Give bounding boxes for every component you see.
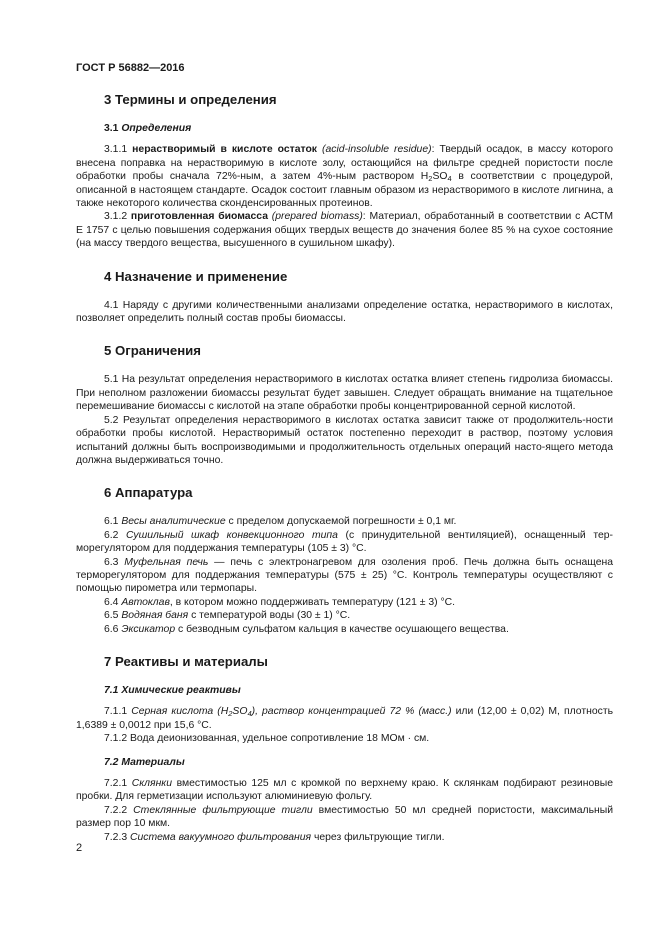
apparatus-name: Сушильный шкаф конвекционного типа [126, 529, 338, 541]
paragraph-3-1-1 [76, 143, 613, 210]
apparatus-name: Водяная баня [121, 610, 189, 622]
paragraph-6-1 [76, 515, 613, 528]
clause-number: 6.4 [104, 596, 119, 608]
paragraph-7-1-2: 7.1.2 Вода деионизованная, удельное сопротивление 18 МОм · см. [104, 733, 430, 745]
paragraph-7-1-1 [76, 705, 613, 732]
section-4-title: 4 Назначение и применение [104, 268, 288, 284]
clause-number: 7.2.1 [104, 778, 128, 789]
paragraph-6-3 [76, 556, 613, 596]
material-name: Стеклянные фильтрующие тигли [133, 804, 313, 816]
subscript: 2 [428, 174, 433, 184]
term: приготовленная биомасса [130, 211, 268, 223]
clause-number: 7.2.3 [104, 831, 128, 843]
paragraph-6-6 [76, 623, 613, 636]
paragraph-5-2: 5.2 Результат определения нерастворимого в кислотах остатка зависит также от продолжитель-ности обработки пробы кислотой. Нерастворимый остаток постепенно переходит в раствор, поэтому условия испытаний должны быть воспроизводимыми и продолжительность отдельных операций насто-ящего метода должна выдерживаться точно. [76, 414, 613, 466]
clause-number: 3.1.2 [104, 211, 128, 223]
reagent-name-part: Серная кислота [131, 706, 214, 718]
subscript: 4 [447, 174, 452, 184]
term-english: (acid-insoluble residue) [322, 144, 432, 156]
formula-part: SO [432, 171, 448, 183]
paragraph-7-2-2 [76, 804, 613, 831]
term: нерастворимый в кислоте остаток [132, 144, 318, 156]
material-text: через фильтрующие тигли. [311, 831, 445, 843]
material-text: вместимостью 50 мл средней пористости, максимальный размер пор 10 мкм. [76, 804, 614, 830]
term-english: (prepared biomass) [271, 211, 363, 223]
paragraph-3-1-2 [76, 210, 613, 250]
clause-number: 7.2.2 [104, 804, 128, 816]
apparatus-name: Весы аналитические [121, 516, 226, 528]
paragraph-7-2-1 [76, 777, 613, 804]
subsection-name: 7.2 Материалы [104, 756, 185, 768]
subsection-3-1-title [104, 122, 613, 135]
page-content [76, 92, 613, 844]
paragraph-6-2 [76, 529, 613, 556]
paragraph-6-4 [76, 596, 613, 609]
section-7-title: 7 Реактивы и материалы [104, 653, 268, 669]
subsection-number: 3.1 [104, 123, 119, 134]
standard-header: ГОСТ Р 56882—2016 [76, 62, 185, 74]
clause-number: 6.5 [104, 610, 119, 622]
material-name: Система вакуумного фильтрования [130, 831, 312, 843]
page-number: 2 [76, 842, 83, 854]
paragraph-6-5 [76, 609, 613, 622]
apparatus-text: с температурой воды (30 ± 1) °С. [188, 610, 351, 622]
subsection-7-1-title [104, 684, 613, 697]
subsection-7-2-title [104, 756, 613, 769]
clause-number: 6.1 [104, 516, 119, 528]
apparatus-text: (с принудительной вентиляцией), оснащенный тер-морегулятором для поддержания температуры (105 ± 3) °С. [76, 529, 613, 555]
clause-number: 7.1.1 [104, 706, 128, 718]
clause-number: 6.3 [104, 556, 119, 568]
apparatus-name: Автоклав [121, 596, 170, 608]
paragraph-5-1: 5.1 На результат определения нерастворимого в кислотах остатка влияет степень гидролиза биомассы. При неполном разложении биомассы результат будет завышен. Следует обращать внимание на тщательное перемешивание биомассы с кислотой на этапе обработки пробы концентрированной серной кислотой. [76, 374, 613, 413]
definition-text: : Материал, обработанный в соответствии с АСТМ Е 1757 с целью повышения содержания общих твердых веществ до значения более 85 % на сухое состояние (на массу твердого вещества, высушенного в сушильном шкафу). [76, 211, 613, 250]
reagent-name-part: (H [213, 706, 229, 718]
apparatus-text: , в котором можно поддерживать температуру (121 ± 3) °С. [169, 596, 456, 608]
subscript: 4 [247, 709, 252, 719]
section-5-title: 5 Ограничения [104, 343, 201, 359]
paragraph-7-2-3 [76, 831, 613, 844]
material-text: вместимостью 125 мл с кромкой по верхнему краю. К склянкам подбирают резиновые пробки. Для герметизации используют алюминиевую фольгу. [76, 778, 614, 803]
paragraph-4-1: 4.1 Наряду с другими количественными анализами определение остатка, нерастворимого в кислотах, позволяет определить полный состав пробы биомассы. [76, 299, 613, 325]
clause-number: 3.1.1 [104, 144, 128, 156]
apparatus-name: Эксикатор [121, 623, 176, 635]
apparatus-text: с безводным сульфатом кальция в качестве осушающего вещества. [175, 623, 509, 635]
clause-number: 6.2 [104, 529, 119, 541]
formula-part: SO [232, 706, 248, 718]
clause-number: 6.6 [104, 623, 119, 635]
reagent-name [131, 706, 451, 717]
subsection-name: Определения [121, 123, 192, 134]
material-name: Склянки [131, 778, 172, 789]
subsection-name: 7.1 Химические реактивы [104, 684, 241, 696]
definition-text: в соответствии с процедурой, описанной в настоящем стандарте. Осадок состоит главным образом из нерастворимого в кислоте лигнина, а также некоторого количества сконденсированных протеинов. [76, 171, 613, 210]
apparatus-name: Муфельная печь [124, 556, 209, 568]
reagent-text: или (12,00 ± 0,02) М, плотность 1,6389 ± 0,0012 при 15,6 °С. [76, 706, 613, 731]
apparatus-text: с пределом допускаемой погрешности ± 0,1 мг. [225, 516, 457, 528]
apparatus-text: — печь с электронагревом для озоления проб. Печь должна быть оснащена терморегулятором для поддержания температуры (575 ± 25) °С. Контроль температуры осуществляют с помощью пирометра или термопары. [76, 556, 613, 595]
section-6-title: 6 Аппаратура [104, 485, 193, 501]
reagent-name-part: ), раствор концентрацией 72 % (масс.) [251, 706, 452, 718]
section-3-title: 3 Термины и определения [104, 92, 277, 107]
subscript: 2 [228, 709, 233, 719]
definition-text: : Твердый осадок, в массу которого внесена поправка на нерастворимую в кислоте золу, остающийся на фильтре средней пористости после обработки пробы сначала 72%-ным, а затем 4%-ным раствором H [76, 144, 614, 183]
